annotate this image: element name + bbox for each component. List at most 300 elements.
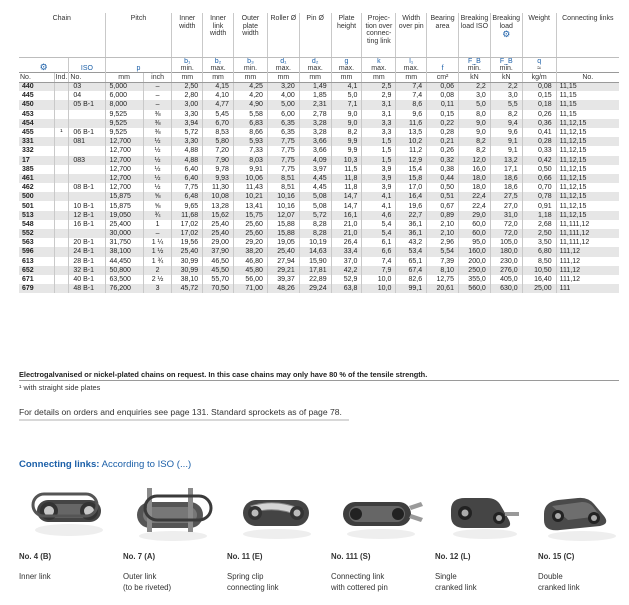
table-cell: 15,75 xyxy=(233,211,267,220)
table-cell xyxy=(54,238,69,247)
table-cell: 18,6 xyxy=(490,174,522,183)
table-cell: 28 B-1 xyxy=(69,257,105,266)
table-cell xyxy=(69,192,105,201)
link-no: No. 7 (A) xyxy=(123,552,156,561)
unit-cell: No. xyxy=(19,72,54,82)
table-cell: 1 ¼ xyxy=(143,238,172,247)
table-row xyxy=(19,247,619,256)
table-cell: – xyxy=(143,100,172,109)
table-cell: 15,8 xyxy=(396,174,427,183)
table-cell: 8,10 xyxy=(427,266,459,275)
chain-no-cell: 513 xyxy=(19,211,54,220)
unit-cell: mm xyxy=(362,72,396,82)
table-cell: 3,30 xyxy=(172,110,203,119)
table-cell: 6,48 xyxy=(172,192,203,201)
table-row xyxy=(19,165,619,174)
table-cell: 0,21 xyxy=(427,137,459,146)
table-cell: 3,1 xyxy=(362,110,396,119)
header-pitch: Pitch xyxy=(105,13,172,57)
symbol-b3 xyxy=(233,57,267,72)
table-cell: 25,60 xyxy=(233,220,267,229)
table-cell: 32 B-1 xyxy=(69,266,105,275)
table-cell: 5,58 xyxy=(233,110,267,119)
symbol-k xyxy=(362,57,396,72)
table-cell: 4,77 xyxy=(203,100,234,109)
table-cell: 7,20 xyxy=(203,146,234,155)
table-cell: 12,75 xyxy=(427,275,459,284)
double-cranked-link-image xyxy=(538,480,629,550)
table-cell: 0,42 xyxy=(522,156,556,165)
table-cell: 9,91 xyxy=(233,165,267,174)
table-cell: ⅝ xyxy=(143,201,172,210)
table-cell: 11,111,12 xyxy=(556,238,619,247)
table-cell: 10,0 xyxy=(362,275,396,284)
chain-no-cell: 17 xyxy=(19,156,54,165)
table-cell: 21,0 xyxy=(331,220,362,229)
table-cell xyxy=(54,137,69,146)
header-connecting-links: Connecting links xyxy=(556,13,619,57)
table-cell: 8,03 xyxy=(233,156,267,165)
table-cell: 0,50 xyxy=(522,165,556,174)
table-cell: 21,0 xyxy=(331,229,362,238)
table-cell: 12,700 xyxy=(105,137,143,146)
table-cell: 2,9 xyxy=(362,91,396,100)
table-cell: 71,00 xyxy=(233,284,267,293)
chain-no-cell: 445 xyxy=(19,91,54,100)
header-projection: Projec-tion over connec-ting link xyxy=(362,13,396,57)
symbol-q xyxy=(522,57,556,72)
table-cell: ⅜ xyxy=(143,110,172,119)
symbol-d1 xyxy=(267,57,299,72)
symbol-g-text: g xyxy=(344,57,349,65)
table-cell: 8,6 xyxy=(396,100,427,109)
table-cell: 22,4 xyxy=(458,201,490,210)
table-cell: 11,15 xyxy=(556,100,619,109)
symbol-d2 xyxy=(299,57,331,72)
table-cell: 18,0 xyxy=(458,174,490,183)
table-row xyxy=(19,211,619,220)
chain-no-cell: 461 xyxy=(19,174,54,183)
table-cell: 5,08 xyxy=(299,192,331,201)
table-cell: 11,12,15 xyxy=(556,146,619,155)
table-cell: 5,80 xyxy=(203,137,234,146)
symbol-q-limit: ≈ xyxy=(537,64,542,72)
table-cell: 11,12,15 xyxy=(556,128,619,137)
table-cell: 27,94 xyxy=(267,257,299,266)
table-cell: 4,90 xyxy=(233,100,267,109)
table-cell: 1 ¾ xyxy=(143,257,172,266)
table-cell: 4,09 xyxy=(299,156,331,165)
table-cell: 11,30 xyxy=(203,183,234,192)
unit-cell: Ind. xyxy=(55,73,68,81)
table-cell: 55,70 xyxy=(203,275,234,284)
table-cell: 3,9 xyxy=(362,174,396,183)
table-cell: 29,24 xyxy=(299,284,331,293)
table-cell: 10 B-1 xyxy=(69,201,105,210)
table-cell: 19,6 xyxy=(396,201,427,210)
table-cell: 3,28 xyxy=(299,119,331,128)
link-desc xyxy=(435,571,477,594)
table-cell: 2,68 xyxy=(522,220,556,229)
table-cell: 0,41 xyxy=(522,128,556,137)
table-cell: 3,9 xyxy=(362,183,396,192)
table-cell: 11,5 xyxy=(331,165,362,174)
table-cell: 8,000 xyxy=(105,100,143,109)
table-cell xyxy=(54,91,69,100)
table-cell: 60,0 xyxy=(458,220,490,229)
table-cell: 17,0 xyxy=(396,183,427,192)
symbol-b3-limit: min. xyxy=(243,64,258,72)
table-header-row xyxy=(19,13,619,57)
table-cell: 3,66 xyxy=(299,137,331,146)
table-cell: ¹ xyxy=(54,128,69,137)
table-cell: 31,750 xyxy=(105,238,143,247)
link-desc-line2: with cottered pin xyxy=(331,583,388,593)
table-cell: 44,450 xyxy=(105,257,143,266)
table-cell: 11,43 xyxy=(233,183,267,192)
header-pin: Pin Ø xyxy=(299,13,331,57)
header-inner-link-width: Inner link width xyxy=(203,13,234,57)
table-cell: 05 B-1 xyxy=(69,100,105,109)
link-desc-line1: Double xyxy=(538,572,563,581)
symbol-p-text: p xyxy=(136,64,141,72)
table-body xyxy=(19,82,619,293)
table-cell xyxy=(69,119,105,128)
table-cell: 7,75 xyxy=(267,137,299,146)
symbol-b2 xyxy=(203,57,234,72)
unit-cell: kg/m xyxy=(522,72,556,82)
table-cell: 4,20 xyxy=(233,91,267,100)
table-cell: 7,75 xyxy=(267,146,299,155)
symbol-fb-iso xyxy=(458,57,490,72)
table-row xyxy=(19,146,619,155)
table-cell: 13,2 xyxy=(490,156,522,165)
table-cell: 0,36 xyxy=(522,119,556,128)
table-cell xyxy=(69,146,105,155)
table-cell: 8,2 xyxy=(331,128,362,137)
table-cell: 4,00 xyxy=(267,91,299,100)
table-cell xyxy=(54,146,69,155)
table-cell: 2,31 xyxy=(299,100,331,109)
table-cell: 11,12,15 xyxy=(556,211,619,220)
table-cell: 48 B-1 xyxy=(69,284,105,293)
table-cell: 70,50 xyxy=(203,284,234,293)
table-cell: 7,75 xyxy=(267,165,299,174)
symbol-d2-text: d₂ xyxy=(311,57,319,65)
symbol-b1-limit: min. xyxy=(180,64,194,72)
symbol-b2-text: b₂ xyxy=(214,57,222,65)
table-cell: 3,9 xyxy=(362,165,396,174)
table-cell: ⅜ xyxy=(143,128,172,137)
symbol-fb-text: F_B xyxy=(499,57,513,65)
table-cell: 16,4 xyxy=(396,192,427,201)
symbol-iso xyxy=(69,57,105,72)
table-cell: 22,89 xyxy=(299,275,331,284)
table-cell: 14,63 xyxy=(299,247,331,256)
table-cell: 5,72 xyxy=(299,211,331,220)
table-cell xyxy=(54,229,69,238)
table-cell: 0,22 xyxy=(427,119,459,128)
table-cell: 276,0 xyxy=(490,266,522,275)
table-cell: – xyxy=(143,82,172,91)
table-cell: 111,12 xyxy=(556,247,619,256)
table-cell: 3,28 xyxy=(299,128,331,137)
table-cell xyxy=(54,174,69,183)
symbol-b3-text: b₃ xyxy=(247,57,254,65)
table-cell: 16 B-1 xyxy=(69,220,105,229)
table-cell: 39,37 xyxy=(267,275,299,284)
table-cell: 10,21 xyxy=(233,192,267,201)
table-row xyxy=(19,266,619,275)
table-cell: 0,26 xyxy=(427,146,459,155)
table-cell: 25,40 xyxy=(172,247,203,256)
table-cell: 2,50 xyxy=(522,229,556,238)
table-cell: 25,60 xyxy=(233,229,267,238)
table-cell: 9,4 xyxy=(490,119,522,128)
table-cell: 10,50 xyxy=(522,266,556,275)
table-cell: 12,700 xyxy=(105,146,143,155)
table-cell: 25,400 xyxy=(105,220,143,229)
table-cell xyxy=(69,110,105,119)
table-cell: 9,0 xyxy=(458,128,490,137)
unit-cell: kN xyxy=(490,72,522,82)
table-cell xyxy=(54,266,69,275)
table-cell: – xyxy=(143,229,172,238)
table-cell: 10,08 xyxy=(203,192,234,201)
table-cell xyxy=(54,284,69,293)
chain-no-cell: 671 xyxy=(19,275,54,284)
chain-no-cell: 332 xyxy=(19,146,54,155)
table-cell: 2 xyxy=(143,266,172,275)
table-cell: 29,0 xyxy=(458,211,490,220)
table-cell: 405,0 xyxy=(490,275,522,284)
table-cell: 7,75 xyxy=(172,183,203,192)
table-cell: 10,19 xyxy=(299,238,331,247)
table-cell: 13,5 xyxy=(396,128,427,137)
table-cell: 3,3 xyxy=(362,119,396,128)
table-cell: 4,45 xyxy=(299,174,331,183)
chain-no-cell: 500 xyxy=(19,192,54,201)
table-cell: 43,2 xyxy=(396,238,427,247)
table-cell: 9,525 xyxy=(105,119,143,128)
table-cell: 11,15 xyxy=(556,82,619,91)
table-cell xyxy=(54,192,69,201)
table-cell: 9,6 xyxy=(396,110,427,119)
table-cell: 10,0 xyxy=(362,284,396,293)
link-no: No. 12 (L) xyxy=(435,552,471,561)
table-cell: 0,28 xyxy=(427,128,459,137)
table-cell: 6,00 xyxy=(267,110,299,119)
link-desc xyxy=(331,571,388,594)
table-cell: 2,96 xyxy=(427,238,459,247)
table-cell xyxy=(54,82,69,91)
chain-no-cell: 331 xyxy=(19,137,54,146)
table-cell: ½ xyxy=(143,165,172,174)
table-row xyxy=(19,91,619,100)
symbol-fb-iso-text: F_B xyxy=(467,57,481,65)
link-no: No. 4 (B) xyxy=(19,552,52,561)
table-row xyxy=(19,229,619,238)
header-breaking-load xyxy=(490,13,522,57)
table-cell: 7,4 xyxy=(396,91,427,100)
table-cell: 11,12,15 xyxy=(556,137,619,146)
spring-clip-link-image xyxy=(227,480,327,550)
table-cell: 2 ½ xyxy=(143,275,172,284)
table-cell: 0,33 xyxy=(522,146,556,155)
table-cell: 8,28 xyxy=(299,220,331,229)
table-cell: 11,12,15 xyxy=(556,201,619,210)
unit-cell: kN xyxy=(458,72,490,82)
table-cell: 6,000 xyxy=(105,91,143,100)
table-cell: 1,5 xyxy=(362,156,396,165)
unit-cell: No. xyxy=(69,72,105,82)
chain-no-cell: 385 xyxy=(19,165,54,174)
table-cell: 0,78 xyxy=(522,192,556,201)
table-cell: 9,0 xyxy=(331,110,362,119)
table-cell: 8,2 xyxy=(458,137,490,146)
header-bearing-area: Bearing area xyxy=(427,13,459,57)
link-card-inner-link xyxy=(19,480,119,581)
table-cell: 18,0 xyxy=(458,183,490,192)
table-cell: 111 xyxy=(556,284,619,293)
table-cell: 9,0 xyxy=(331,119,362,128)
table-cell: 30,99 xyxy=(172,266,203,275)
table-cell: 37,90 xyxy=(203,247,234,256)
table-cell: 8,66 xyxy=(233,128,267,137)
table-cell: 560,0 xyxy=(458,284,490,293)
header-plate-height: Plate height xyxy=(331,13,362,57)
symbol-f xyxy=(427,57,459,72)
table-cell: 0,51 xyxy=(427,192,459,201)
cropped-text-line xyxy=(19,417,349,422)
table-cell: 2,2 xyxy=(458,82,490,91)
table-cell: 19,050 xyxy=(105,211,143,220)
table-cell: 10,16 xyxy=(267,201,299,210)
table-cell: 22,4 xyxy=(458,192,490,201)
connecting-links-heading xyxy=(19,459,191,470)
table-cell: 16,1 xyxy=(331,211,362,220)
table-cell xyxy=(54,100,69,109)
table-cell: 5,54 xyxy=(427,247,459,256)
table-cell: 11,12,15 xyxy=(556,119,619,128)
symbol-d1-limit: max. xyxy=(275,64,291,72)
single-cranked-link-image xyxy=(435,480,535,550)
table-cell: 13,28 xyxy=(203,201,234,210)
table-cell: 7,1 xyxy=(331,100,362,109)
table-cell: 0,44 xyxy=(427,174,459,183)
table-row xyxy=(19,284,619,293)
table-row xyxy=(19,128,619,137)
table-cell: 111,12 xyxy=(556,266,619,275)
table-cell: 11,15 xyxy=(556,91,619,100)
table-cell: 12,700 xyxy=(105,183,143,192)
table-cell: 5,0 xyxy=(331,91,362,100)
unit-cell: mm xyxy=(396,72,427,82)
header-weight: Weight xyxy=(522,13,556,57)
table-cell: 6,80 xyxy=(522,247,556,256)
table-row xyxy=(19,110,619,119)
table-cell: 2,78 xyxy=(299,110,331,119)
table-cell: 50,800 xyxy=(105,266,143,275)
table-cell: 7,33 xyxy=(233,146,267,155)
table-cell: – xyxy=(143,91,172,100)
header-width-over-pin: Width over pin xyxy=(396,13,427,57)
table-cell: 11,111,12 xyxy=(556,229,619,238)
connecting-links-heading-rest: According to ISO (...) xyxy=(99,459,192,470)
table-row xyxy=(19,192,619,201)
table-cell: 0,91 xyxy=(522,201,556,210)
table-cell: 53,4 xyxy=(396,247,427,256)
table-row xyxy=(19,257,619,266)
link-desc-line2: connecting link xyxy=(227,583,279,593)
table-cell: 30,99 xyxy=(172,257,203,266)
table-cell xyxy=(54,257,69,266)
table-cell xyxy=(69,229,105,238)
table-cell: 6,40 xyxy=(172,165,203,174)
chain-no-cell: 548 xyxy=(19,220,54,229)
table-cell: 6,83 xyxy=(233,119,267,128)
link-desc-line2: cranked link xyxy=(538,583,580,593)
table-cell: 45,50 xyxy=(203,266,234,275)
table-cell xyxy=(54,156,69,165)
table-cell: 8,28 xyxy=(299,229,331,238)
table-cell: 6,6 xyxy=(362,247,396,256)
header-inner-width: Inner width xyxy=(172,13,203,57)
chain-no-cell: 679 xyxy=(19,284,54,293)
table-cell: 4,88 xyxy=(172,146,203,155)
unit-cell: inch xyxy=(143,72,172,82)
unit-cell: mm xyxy=(299,72,331,82)
table-cell: 11,12,15 xyxy=(556,174,619,183)
table-cell: 6,40 xyxy=(172,174,203,183)
table-cell: 11,8 xyxy=(331,174,362,183)
chain-no-cell: 450 xyxy=(19,100,54,109)
symbol-k-text: k xyxy=(377,57,381,65)
table-cell: 5,000 xyxy=(105,82,143,91)
table-cell: ½ xyxy=(143,156,172,165)
table-cell: 1,5 xyxy=(362,137,396,146)
table-cell: 10,06 xyxy=(233,174,267,183)
gear-icon: ⚙ xyxy=(39,61,48,72)
table-cell: 11,12,15 xyxy=(556,156,619,165)
table-cell: 1 xyxy=(143,220,172,229)
table-cell: 15,88 xyxy=(267,220,299,229)
table-cell xyxy=(54,119,69,128)
table-cell: 25,40 xyxy=(267,247,299,256)
chain-no-cell: 552 xyxy=(19,229,54,238)
table-cell: 52,9 xyxy=(331,275,362,284)
table-cell: 4,1 xyxy=(362,192,396,201)
table-cell: 06 B-1 xyxy=(69,128,105,137)
table-cell: 25,40 xyxy=(203,229,234,238)
table-cell: 42,2 xyxy=(331,266,362,275)
table-cell xyxy=(54,110,69,119)
header-roller: Roller Ø xyxy=(267,13,299,57)
symbol-g-limit: max. xyxy=(338,64,355,72)
link-desc-line1: Spring clip xyxy=(227,572,264,581)
table-cell: 82,6 xyxy=(396,275,427,284)
table-cell: 0,11 xyxy=(427,100,459,109)
symbol-b1-text: b₁ xyxy=(184,57,191,65)
table-cell: 40 B-1 xyxy=(69,275,105,284)
table-cell: 99,1 xyxy=(396,284,427,293)
table-row xyxy=(19,220,619,229)
table-cell: 9,1 xyxy=(490,146,522,155)
link-desc xyxy=(123,571,171,594)
table-cell: 19,05 xyxy=(267,238,299,247)
table-cell: 15,875 xyxy=(105,192,143,201)
link-card-single-cranked xyxy=(435,480,535,593)
